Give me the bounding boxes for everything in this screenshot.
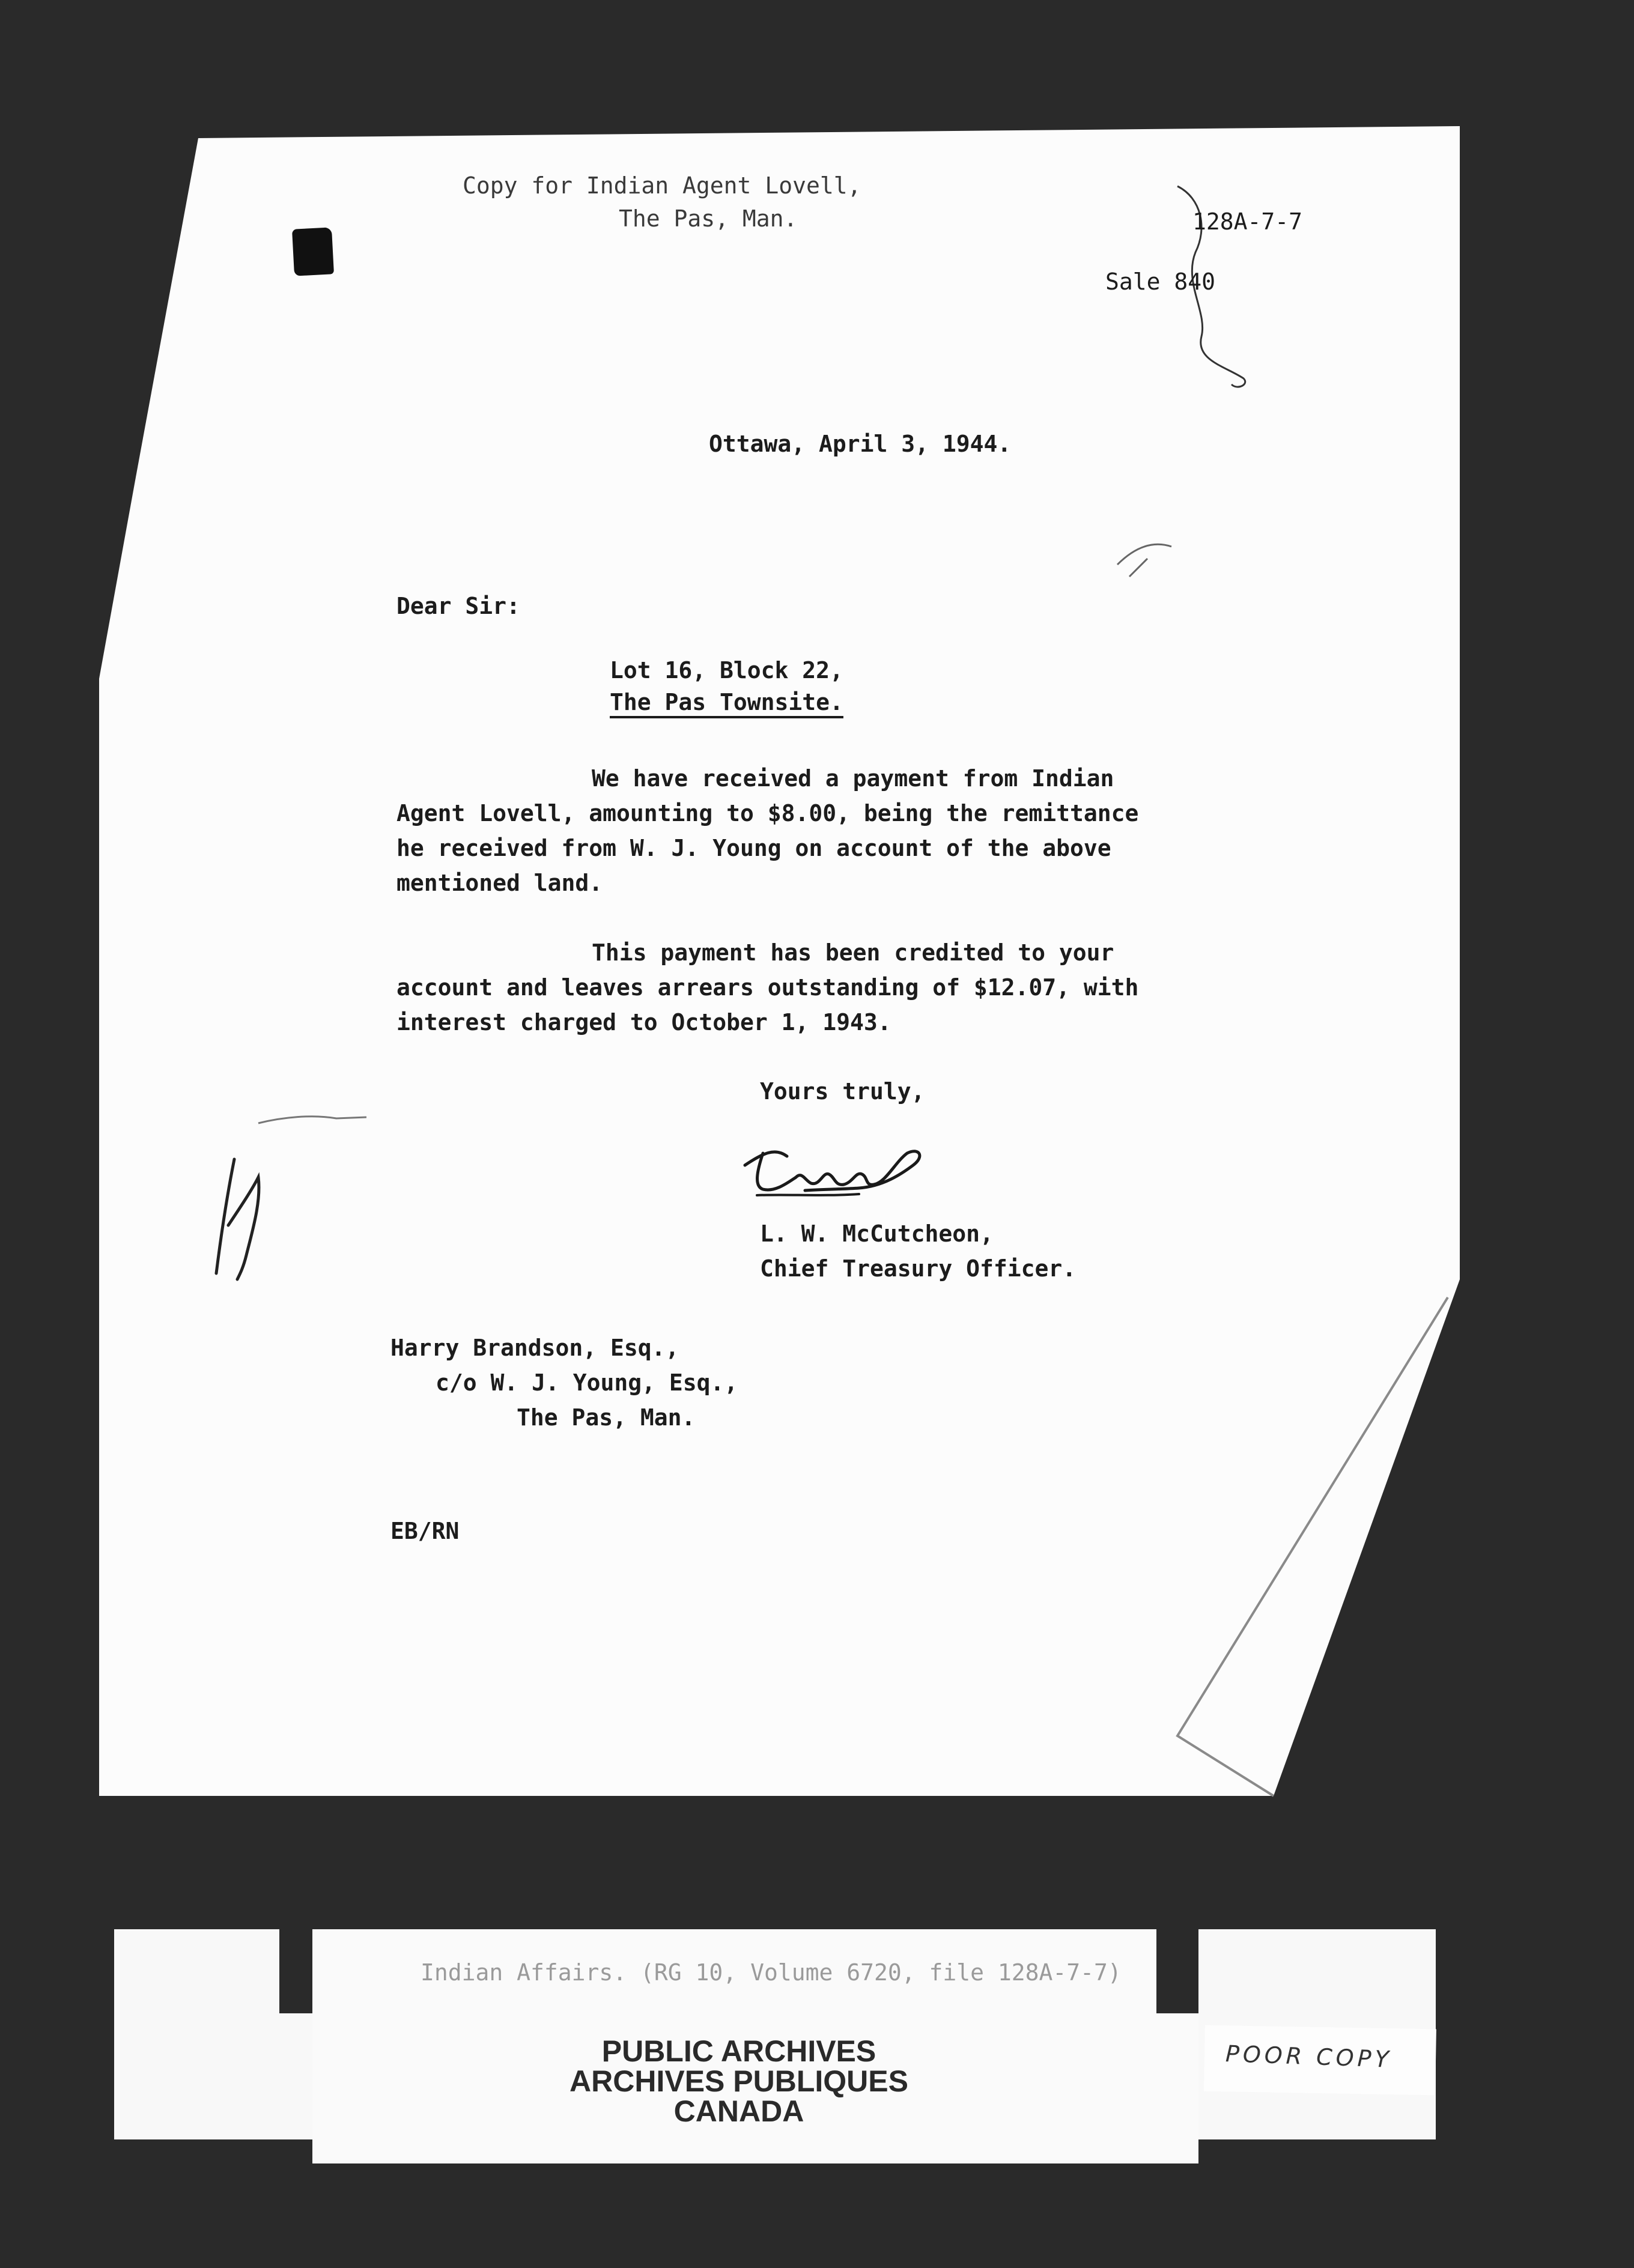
- poor-copy-note: POOR COPY: [1225, 2040, 1393, 2073]
- recipient-line-1: Harry Brandson, Esq.,: [390, 1335, 679, 1361]
- body-para1-line4: mentioned land.: [396, 870, 603, 896]
- body-para2-line2: account and leaves arrears outstanding of $12.07, with: [396, 974, 1139, 1001]
- closing: Yours truly,: [760, 1078, 925, 1105]
- subject-line-1: Lot 16, Block 22,: [610, 657, 843, 684]
- salutation: Dear Sir:: [396, 593, 520, 619]
- archive-title-en: PUBLIC ARCHIVES: [601, 2034, 876, 2068]
- copy-for-location: The Pas, Man.: [619, 205, 798, 232]
- typist-initials: EB/RN: [390, 1518, 460, 1544]
- handwritten-signature: [739, 1129, 937, 1207]
- sale-number: Sale 840: [1105, 268, 1216, 295]
- ink-blot: [292, 227, 334, 276]
- label-notch-right: [1156, 1929, 1198, 2013]
- recipient-line-3: The Pas, Man.: [517, 1404, 696, 1431]
- margin-handwriting: [210, 1153, 270, 1285]
- subject-line-2: The Pas Townsite.: [610, 689, 843, 715]
- signatory-name: L. W. McCutcheon,: [760, 1220, 994, 1247]
- archive-title-fr: ARCHIVES PUBLIQUES: [569, 2064, 908, 2098]
- recipient-line-2: c/o W. J. Young, Esq.,: [436, 1369, 738, 1396]
- copy-for-line: Copy for Indian Agent Lovell,: [463, 172, 861, 199]
- archive-reference: Indian Affairs. (RG 10, Volume 6720, file 128A-7-7): [421, 1959, 1122, 1986]
- date-line: Ottawa, April 3, 1944.: [709, 431, 1012, 457]
- label-notch-left: [279, 1929, 312, 2013]
- body-para2-line3: interest charged to October 1, 1943.: [396, 1009, 891, 1035]
- signatory-title: Chief Treasury Officer.: [760, 1255, 1077, 1282]
- file-number: 128A-7-7: [1192, 208, 1303, 235]
- body-para1-line3: he received from W. J. Young on account of the above: [396, 835, 1111, 861]
- body-para2-line1: This payment has been credited to your: [592, 939, 1114, 966]
- body-para1-line2: Agent Lovell, amounting to $8.00, being the remittance: [396, 800, 1139, 826]
- body-para1-line1: We have received a payment from Indian: [592, 765, 1114, 792]
- archive-country: CANADA: [673, 2094, 804, 2128]
